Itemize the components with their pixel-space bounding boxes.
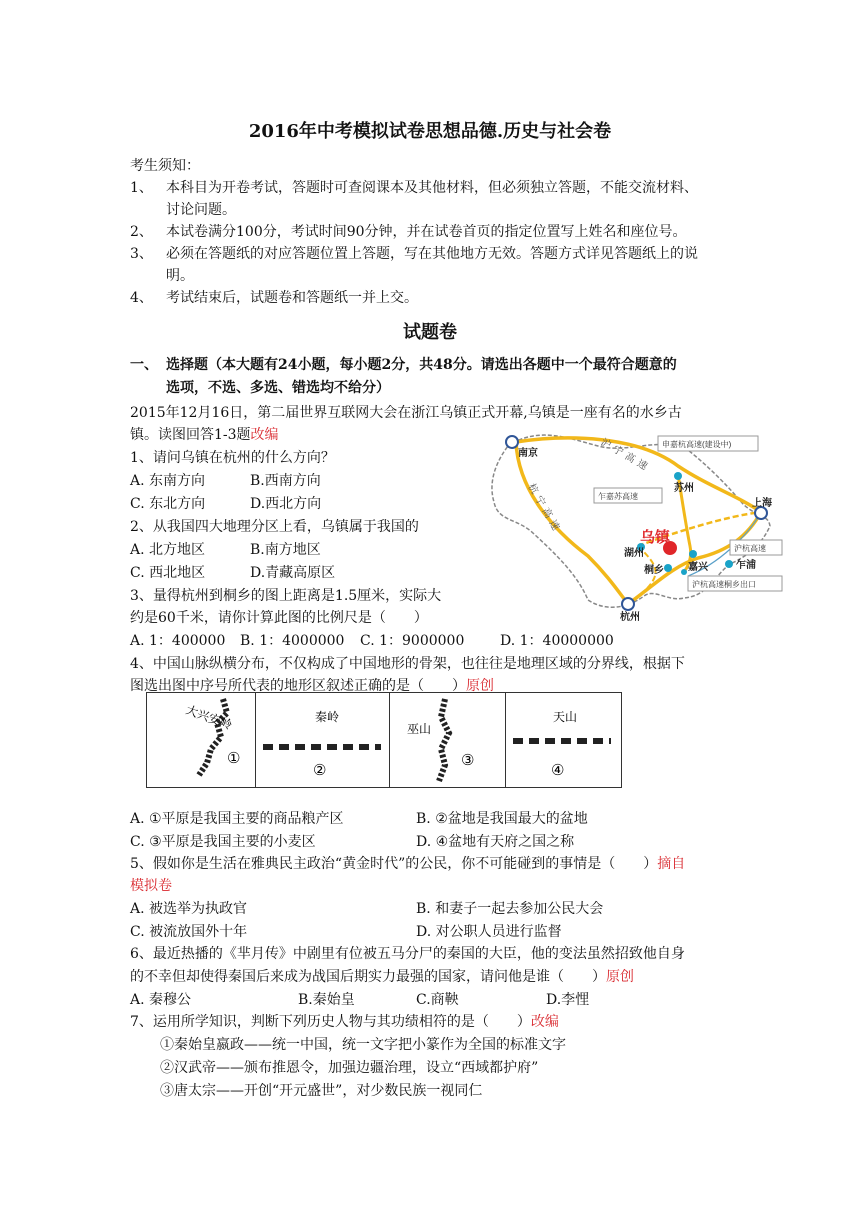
section-title: 试题卷 — [403, 322, 457, 343]
question-stem: 的不幸但却使得秦国后来成为战国后期实力最强的国家，请问他是谁（ ）原创 — [130, 969, 634, 985]
mountain-range-sketch — [255, 693, 389, 787]
notice-item-num: 1、 — [130, 180, 153, 196]
map-label: 乌镇 — [640, 529, 671, 546]
question-stem: 约是60千米，请你计算此图的比例尺是（ ） — [130, 610, 428, 626]
suzhou-marker — [674, 472, 682, 480]
question-stem: 3、量得杭州到桐乡的图上距离是1.5厘米，实际大 — [130, 588, 442, 604]
notice-item: 讨论问题。 — [166, 202, 236, 218]
part-heading: 选择题（本大题有24小题，每小题2分，共48分。请选出各题中一个最符合题意的 — [166, 357, 677, 373]
region-number: ③ — [461, 753, 475, 769]
notice-item: 本试卷满分100分，考试时间90分钟，并在试卷首页的指定位置写上姓名和座位号。 — [166, 224, 687, 240]
part-heading: 选项，不选、多选、错选均不给分） — [166, 380, 390, 396]
intro-text: 2015年12月16日，第二届世界互联网大会在浙江乌镇正式开幕,乌镇是一座有名的水乡古 — [130, 405, 682, 421]
statement-item: ①秦始皇嬴政——统一中国，统一文字把小篆作为全国的标准文字 — [160, 1037, 566, 1053]
notice-item-num: 4、 — [130, 290, 153, 306]
option: B. ②盆地是我国最大的盆地 — [416, 811, 588, 827]
region-number: ② — [313, 763, 327, 779]
legend-label: 沪杭高速 — [734, 544, 766, 553]
map-label: 湖州 — [624, 548, 644, 559]
region-number: ① — [227, 751, 241, 767]
option: D. 1：40000000 — [500, 633, 614, 649]
option: B. 1：4000000 — [240, 633, 345, 649]
zhapu-marker — [725, 560, 733, 568]
notice-item: 明。 — [166, 268, 194, 284]
question-stem: 7、运用所学知识，判断下列历史人物与其功绩相符的是（ ）改编 — [130, 1014, 559, 1030]
mountain-label: 天山 — [553, 710, 578, 724]
option: C. 被流放国外十年 — [130, 924, 248, 940]
mountain-range-sketch — [505, 693, 619, 787]
mountain-range-sketch — [147, 693, 255, 787]
option: A. 秦穆公 — [130, 992, 192, 1008]
source-tag: 改编 — [530, 1014, 559, 1030]
mountain-panel — [255, 693, 390, 787]
mountain-label: 秦岭 — [315, 710, 340, 724]
source-tag: 摘自 — [657, 856, 686, 872]
statement-item: ③唐太宗——开创“开元盛世”，对少数民族一视同仁 — [160, 1083, 483, 1099]
option: D.李悝 — [546, 992, 590, 1008]
nanjing-marker — [506, 436, 518, 448]
option: C. 1：9000000 — [360, 633, 465, 649]
exit-marker — [681, 569, 687, 575]
source-tag: 改编 — [250, 427, 279, 443]
option: A. 被选举为执政官 — [130, 901, 248, 917]
statement-item: ②汉武帝——颁布推恩令，加强边疆治理，设立“西域都护府” — [160, 1060, 539, 1076]
question-stem: 6、最近热播的《芈月传》中剧里有位被五马分尸的秦国的大臣，他的变法虽然招致他自身 — [130, 946, 685, 962]
wuzhen-region-map — [478, 426, 786, 622]
map-label: 南京 — [518, 448, 538, 459]
notice-heading: 考生须知： — [130, 158, 200, 174]
option: D. ④盆地有天府之国之称 — [416, 834, 575, 850]
option: C. ③平原是我国主要的小麦区 — [130, 834, 316, 850]
jiaxing-marker — [689, 550, 697, 558]
legend-label: 申嘉杭高速(建设中) — [662, 440, 732, 449]
question-stem: 图选出图中序号所代表的地形区叙述正确的是（ ）原创 — [130, 678, 494, 694]
hangzhou-marker — [622, 598, 634, 610]
intro-text: 镇。读图回答1-3题改编 — [130, 427, 279, 443]
tongxiang-marker — [664, 564, 672, 572]
option: C. 西北地区 — [130, 565, 206, 581]
option: A. 东南方向 — [130, 473, 206, 489]
mountain-label: 巫山 — [407, 722, 432, 736]
map-label: 苏州 — [674, 483, 694, 494]
notice-item: 必须在答题纸的对应答题位置上答题，写在其他地方无效。答题方式详见答题纸上的说 — [166, 246, 698, 262]
region-number: ④ — [551, 763, 565, 779]
notice-item-num: 2、 — [130, 224, 153, 240]
road-label: 沪宁高速 — [598, 437, 653, 475]
question-stem: 4、中国山脉纵横分布，不仅构成了中国地形的骨架，也往往是地理区域的分界线，根据下 — [130, 656, 685, 672]
option: B.西南方向 — [250, 473, 321, 489]
mountain-panel — [389, 693, 506, 787]
notice-item-num: 3、 — [130, 246, 153, 262]
question-stem: 5、假如你是生活在雅典民主政治“黄金时代”的公民，你不可能碰到的事情是（ ）摘自 — [130, 856, 686, 872]
map-label: 杭州 — [620, 612, 640, 622]
map-label: 嘉兴 — [688, 562, 708, 573]
mountains-figure — [146, 692, 622, 788]
road-label: 杭宁高速 — [525, 482, 563, 536]
map-label: 乍浦 — [736, 560, 756, 571]
mountain-panel — [147, 693, 256, 787]
option: C.商鞅 — [416, 992, 459, 1008]
notice-item: 本科目为开卷考试，答题时可查阅课本及其他材料，但必须独立答题，不能交流材料、 — [166, 180, 698, 196]
option: B.南方地区 — [250, 542, 321, 558]
mountain-range-sketch — [389, 693, 505, 787]
option: B. 和妻子一起去参加公民大会 — [416, 901, 604, 917]
source-tag: 模拟卷 — [130, 878, 172, 894]
mountain-label: 大兴安岭 — [183, 702, 234, 733]
option: A. 北方地区 — [130, 542, 206, 558]
page-title: 2016年中考模拟试卷思想品德.历史与社会卷 — [248, 121, 612, 142]
question-stem: 1、请问乌镇在杭州的什么方向？ — [130, 450, 335, 466]
source-tag: 原创 — [606, 969, 634, 985]
map-label: 桐乡 — [644, 565, 664, 576]
option: D.青藏高原区 — [250, 565, 336, 581]
option: A. 1：400000 — [130, 633, 226, 649]
legend-label: 乍嘉苏高速 — [598, 492, 638, 501]
map-label: 上海 — [752, 498, 772, 509]
option: A. ①平原是我国主要的商品粮产区 — [130, 811, 344, 827]
option: D.西北方向 — [250, 496, 322, 512]
notice-item: 考试结束后，试题卷和答题纸一并上交。 — [166, 290, 418, 306]
question-stem: 2、从我国四大地理分区上看，乌镇属于我国的 — [130, 519, 419, 535]
part-num: 一、 — [130, 357, 158, 373]
option: B.秦始皇 — [298, 992, 355, 1008]
option: D. 对公职人员进行监督 — [416, 924, 562, 940]
source-tag: 原创 — [466, 678, 494, 694]
hang-ning-road — [516, 442, 628, 604]
legend-label: 沪杭高速桐乡出口 — [692, 580, 756, 589]
option: C. 东北方向 — [130, 496, 206, 512]
mountain-panel — [505, 693, 619, 787]
